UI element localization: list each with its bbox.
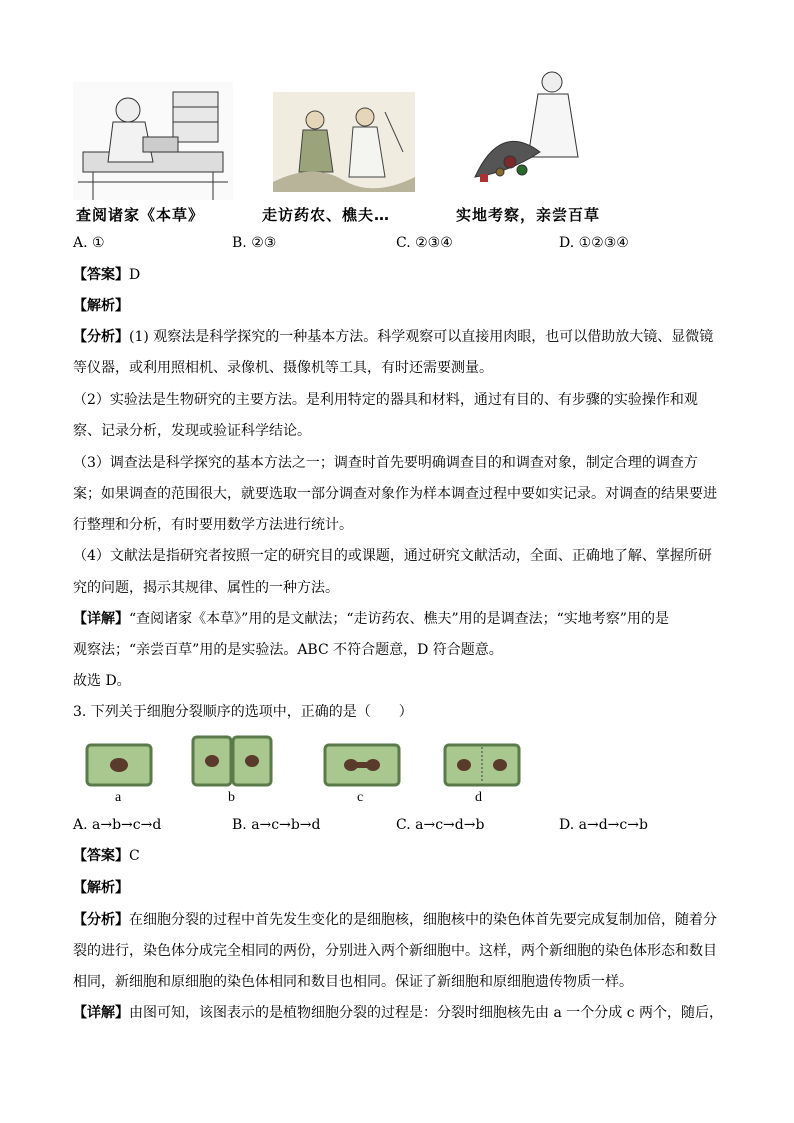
illustration-reading-bencao	[73, 82, 233, 200]
illustration-visiting-farmers	[273, 92, 415, 192]
cell-label-a: a	[115, 790, 122, 805]
q2-fenxi-line: （3）调查法是科学探究的基本方法之一；调查时首先要明确调查目的和调查对象，制定合理的调查方	[73, 455, 698, 471]
q2-fenxi-line: 案；如果调查的范围很大，就要选取一部分调查对象作为样本调查过程中要如实记录。对调查的结果要进	[73, 486, 717, 502]
cell-b	[190, 734, 274, 788]
fenxi-tag: 【分析】	[73, 329, 129, 345]
q2-fenxi-line: 等仪器，或利用照相机、录像机、摄像机等工具，有时还需要测量。	[73, 360, 493, 376]
cell-d	[442, 742, 522, 788]
answer-tag: 【答案】	[73, 848, 129, 864]
q3-fenxi-line: 【分析】在细胞分裂的过程中首先发生变化的是细胞核，细胞核中的染色体首先要完成复制加倍，随着分	[73, 912, 717, 928]
q2-xiangjie-line: 【详解】“查阅诸家《本草》”用的是文献法；“走访药农、樵夫”用的是调查法；“实地考察”用的是	[73, 611, 669, 627]
answer-value: C	[129, 848, 140, 864]
answer-value: D	[129, 267, 141, 283]
caption-3: 实地考察，亲尝百草	[456, 206, 601, 224]
q3-xiangjie-line: 【详解】由图可知，该图表示的是植物细胞分裂的过程是：分裂时细胞核先由 a 一个分成 c 两个，随后，	[73, 1005, 723, 1021]
q3-option-d: D. a→d→c→b	[559, 817, 648, 833]
q3-answer	[73, 846, 140, 866]
q2-fenxi-line: 究的问题，揭示其规律、属性的一种方法。	[73, 580, 339, 596]
q2-fenxi-line: 行整理和分析，有时要用数学方法进行统计。	[73, 517, 353, 533]
q2-fenxi-line: 【分析】(1) 观察法是科学探究的一种基本方法。科学观察可以直接用肉眼，也可以借助放大镜、显微镜	[73, 329, 714, 345]
cell-a	[84, 742, 154, 788]
q2-answer	[73, 265, 140, 285]
q2-conclusion: 故选 D。	[73, 673, 131, 689]
q3-option-b: B. a→c→b→d	[232, 817, 321, 833]
q3-option-c: C. a→c→d→b	[396, 817, 485, 833]
q2-fenxi-line: （2）实验法是生物研究的主要方法。是利用特定的器具和材料，通过有目的、有步骤的实验操作和观	[73, 392, 698, 408]
xiangjie-tag: 【详解】	[73, 611, 129, 627]
q2-option-b: B. ②③	[232, 235, 277, 251]
cell-label-d: d	[475, 790, 482, 805]
q3-fenxi-line: 裂的进行，染色体分成完全相同的两份，分别进入两个新细胞中。这样，两个新细胞的染色体形态和数目	[73, 943, 717, 959]
q2-xiangjie-line: 观察法；“亲尝百草”用的是实验法。ABC 不符合题意，D 符合题意。	[73, 642, 503, 658]
q3-fenxi-line: 相同，新细胞和原细胞的染色体相同和数目也相同。保证了新细胞和原细胞遗传物质一样。	[73, 974, 633, 990]
q3-analysis-tag: 【解析】	[73, 880, 129, 896]
q3-stem: 3. 下列关于细胞分裂顺序的选项中，正确的是（ ）	[73, 704, 413, 720]
q2-analysis-tag: 【解析】	[73, 298, 129, 314]
cell-c	[322, 742, 402, 788]
q2-option-c: C. ②③④	[396, 235, 453, 251]
caption-1: 查阅诸家《本草》	[76, 206, 205, 224]
q2-fenxi-line: 察、记录分析，发现或验证科学结论。	[73, 423, 311, 439]
q2-fenxi-line: （4）文献法是指研究者按照一定的研究目的或课题，通过研究文献活动，全面、正确地了解、掌握所研	[73, 548, 712, 564]
q3-option-a: A. a→b→c→d	[73, 817, 162, 833]
cell-label-b: b	[228, 790, 235, 805]
cell-label-c: c	[357, 790, 364, 805]
q2-option-d: D. ①②③④	[559, 235, 629, 251]
answer-tag: 【答案】	[73, 267, 129, 283]
caption-2: 走访药农、樵夫…	[262, 206, 391, 224]
fenxi-tag: 【分析】	[73, 912, 129, 928]
xiangjie-tag: 【详解】	[73, 1005, 129, 1021]
illustration-tasting-herbs	[470, 62, 620, 194]
q2-option-a: A. ①	[73, 235, 105, 251]
